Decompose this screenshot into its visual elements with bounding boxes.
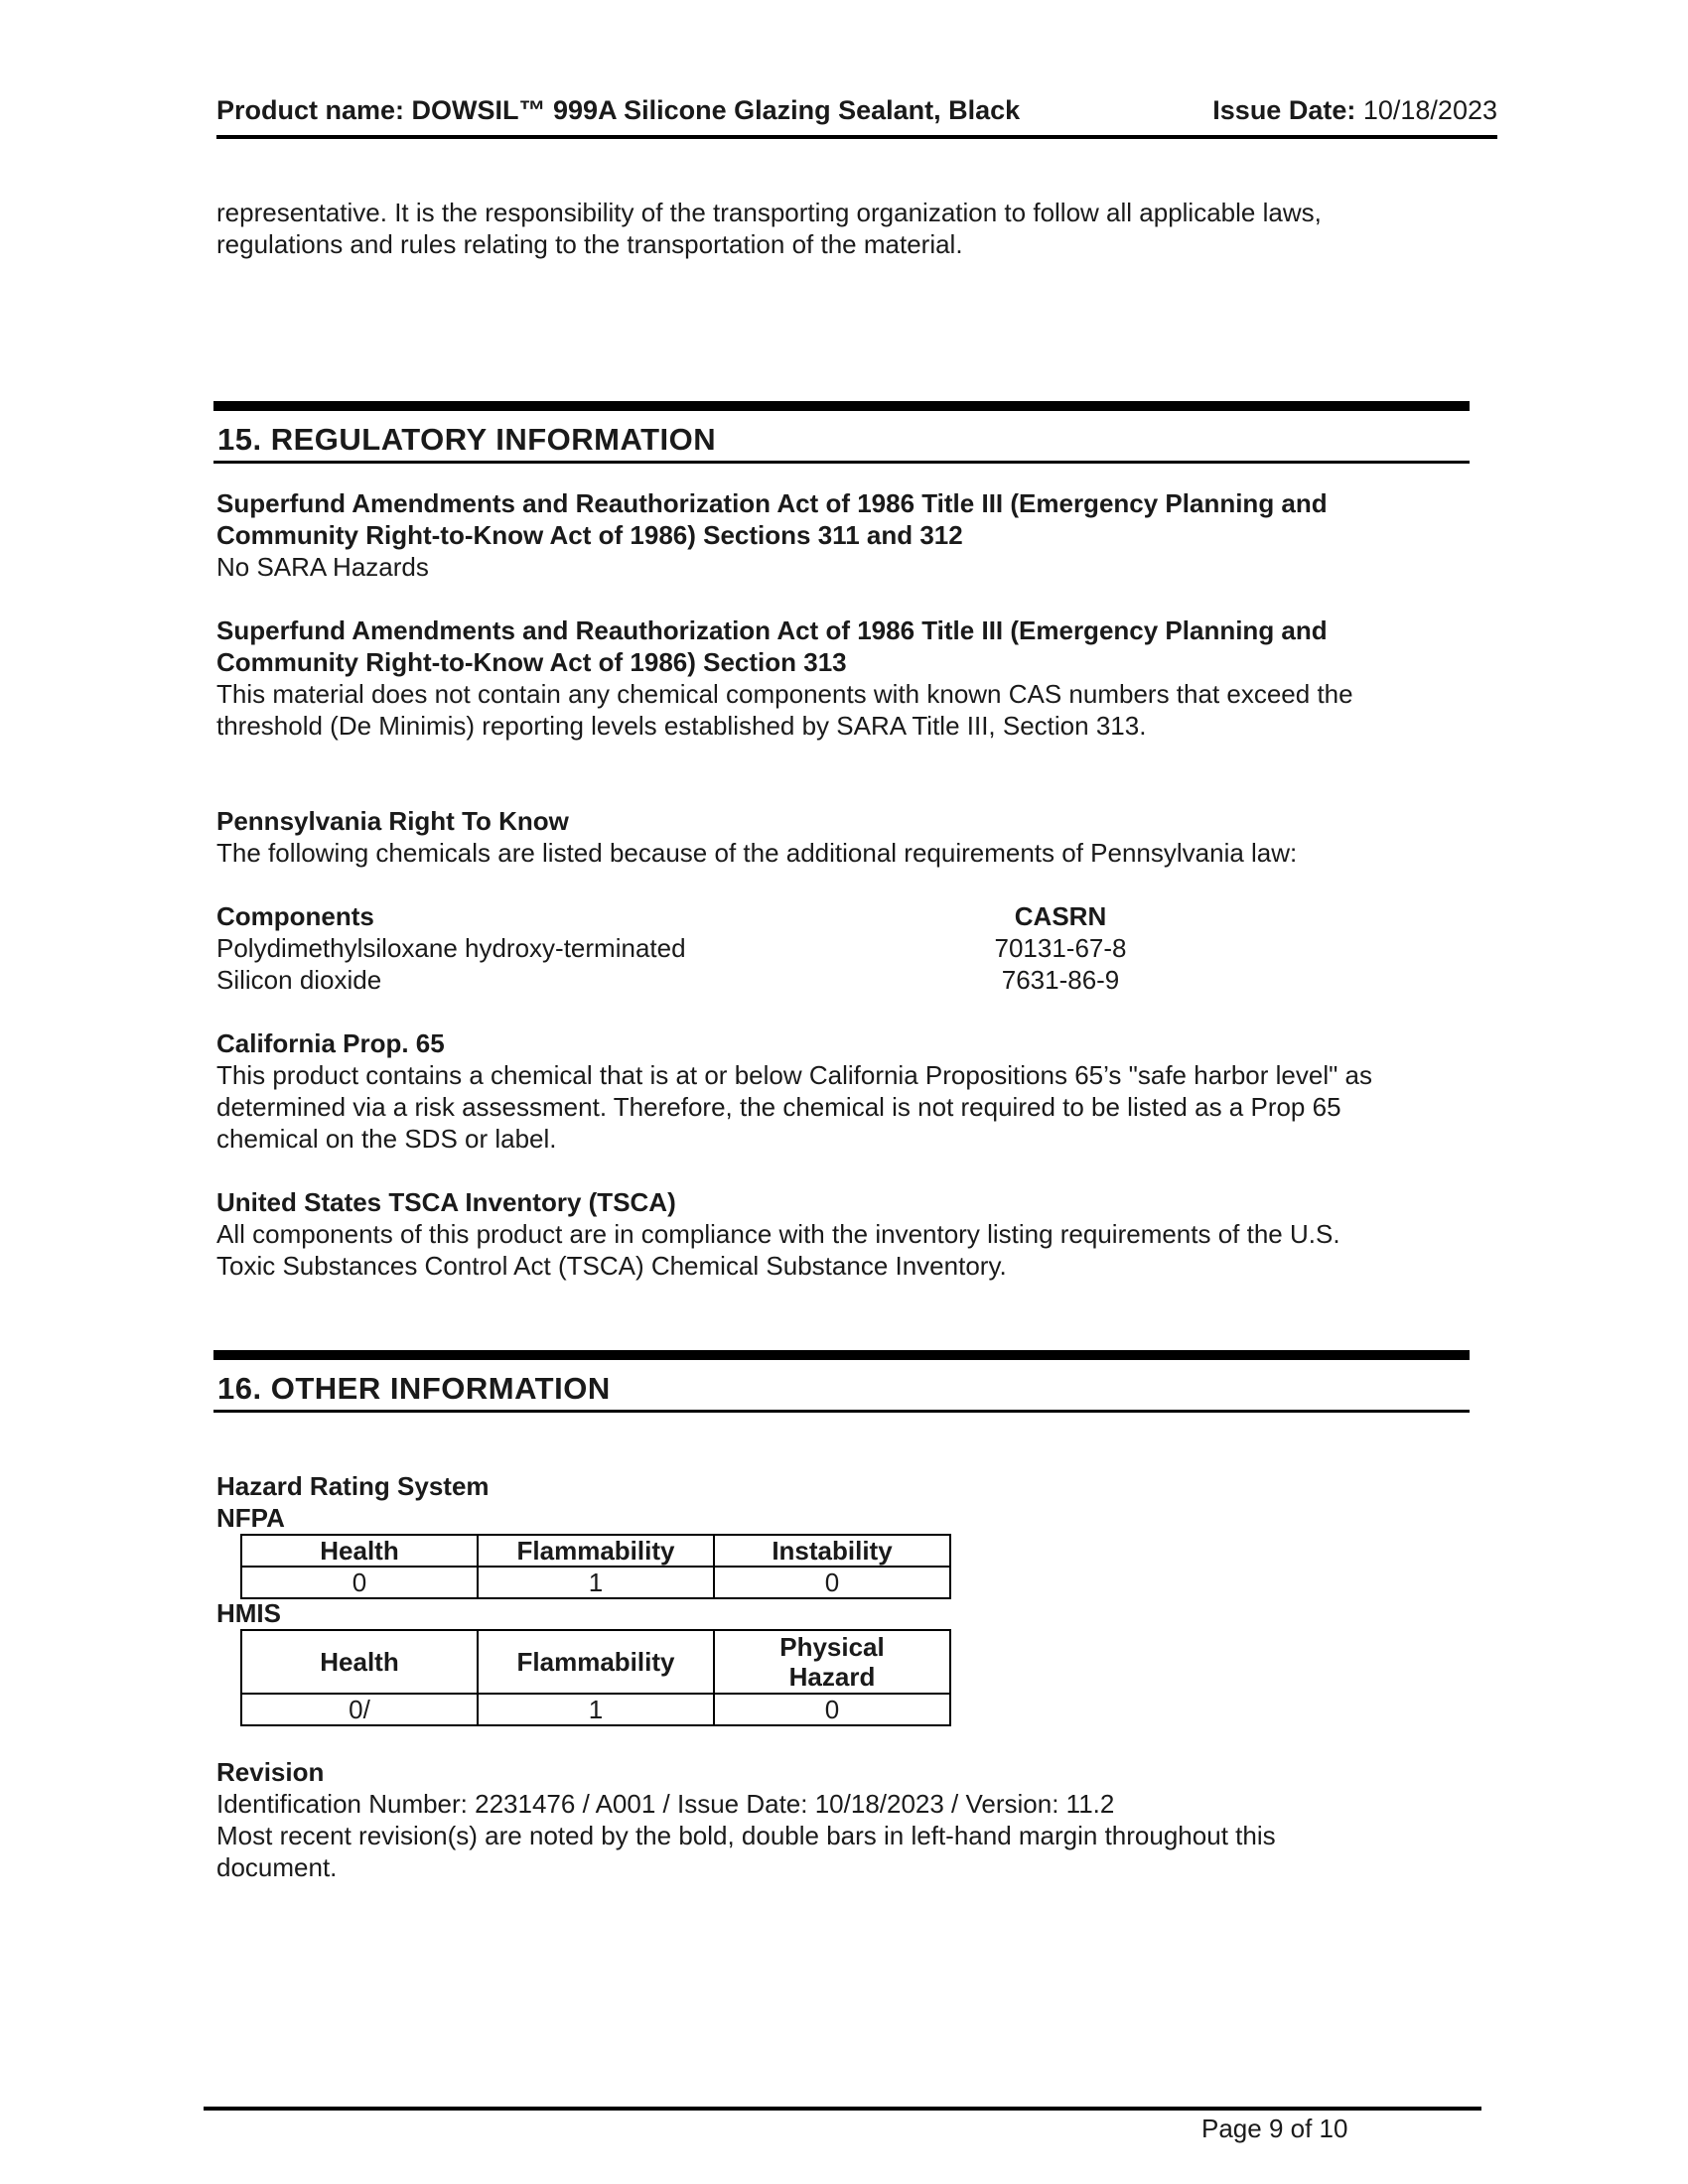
text-line: determined via a risk assessment. Therefore, the chemical is not required to be listed as a Prop 65: [216, 1092, 1341, 1122]
text-line: This product contains a chemical that is at or below California Propositions 65’s "safe harbor level" as: [216, 1060, 1373, 1090]
table-header-row: [241, 1535, 950, 1567]
hazard-rating-heading: Hazard Rating System: [216, 1471, 490, 1501]
nfpa-flammability-value: 1: [478, 1567, 714, 1598]
section-16-header: [213, 1350, 1470, 1413]
table-row: [241, 1567, 950, 1598]
nfpa-flammability-header: Flammability: [478, 1535, 714, 1567]
footer-divider: [204, 2107, 1481, 2111]
text-line: Toxic Substances Control Act (TSCA) Chemical Substance Inventory.: [216, 1251, 1007, 1281]
hmis-table: [240, 1629, 951, 1726]
nfpa-instability-header: Instability: [714, 1535, 950, 1567]
page-number: Page 9 of 10: [1201, 2114, 1348, 2143]
text-line: chemical on the SDS or label.: [216, 1124, 557, 1154]
text-line: All components of this product are in compliance with the inventory listing requirements of the U.S.: [216, 1219, 1340, 1249]
text-line: document.: [216, 1852, 338, 1882]
pennsylvania-block: [216, 805, 1468, 869]
nfpa-instability-value: 0: [714, 1567, 950, 1598]
text-line: threshold (De Minimis) reporting levels established by SARA Title III, Section 313.: [216, 711, 1147, 741]
table-row: Silicon dioxide 7631-86-9: [216, 965, 1120, 995]
nfpa-label: NFPA: [216, 1503, 285, 1533]
text-line: representative. It is the responsibility of the transporting organization to follow all applicable laws,: [216, 198, 1322, 227]
section-16-title: 16. OTHER INFORMATION: [217, 1371, 611, 1406]
issue-date: [1212, 95, 1497, 126]
table-row: [241, 1694, 950, 1725]
sara-311-312-block: [216, 487, 1468, 583]
nfpa-health-value: 0: [241, 1567, 478, 1598]
hmis-physical-hazard-header: [714, 1630, 950, 1694]
revision-block: [216, 1756, 1468, 1883]
tsca-heading: United States TSCA Inventory (TSCA): [216, 1187, 676, 1217]
text-line: This material does not contain any chemical components with known CAS numbers that exceed the: [216, 679, 1353, 709]
revision-heading: Revision: [216, 1757, 325, 1787]
sara-311-heading: Superfund Amendments and Reauthorization Act of 1986 Title III (Emergency Planning and: [216, 488, 1328, 518]
table-header-row: Components CASRN: [216, 901, 1107, 931]
header-line: Hazard: [788, 1662, 876, 1692]
nfpa-table: [240, 1534, 951, 1599]
header-line: Physical: [779, 1632, 885, 1662]
table-row: Polydimethylsiloxane hydroxy-terminated 70131-67-8: [216, 933, 1127, 963]
sara-311-text: No SARA Hazards: [216, 552, 429, 582]
sara-311-heading: Community Right-to-Know Act of 1986) Sections 311 and 312: [216, 520, 963, 550]
hmis-health-value: 0/: [241, 1694, 478, 1725]
pennsylvania-text: The following chemicals are listed because of the additional requirements of Pennsylvania law:: [216, 838, 1298, 868]
component-name: Polydimethylsiloxane hydroxy-terminated: [216, 933, 686, 963]
issue-date-label: Issue Date:: [1212, 95, 1356, 125]
california-heading: California Prop. 65: [216, 1028, 445, 1058]
text-line: Most recent revision(s) are noted by the bold, double bars in left-hand margin throughout this: [216, 1821, 1276, 1850]
hmis-flammability-value: 1: [478, 1694, 714, 1725]
tsca-block: [216, 1186, 1468, 1282]
hmis-flammability-header: Flammability: [478, 1630, 714, 1694]
section-15-header: [213, 401, 1470, 464]
transport-paragraph: [216, 197, 1468, 260]
component-name: Silicon dioxide: [216, 965, 382, 995]
text-line: regulations and rules relating to the transportation of the material.: [216, 229, 963, 259]
pennsylvania-heading: Pennsylvania Right To Know: [216, 806, 569, 836]
sara-313-block: [216, 614, 1468, 742]
hmis-health-header: Health: [241, 1630, 478, 1694]
text-line: Identification Number: 2231476 / A001 / Issue Date: 10/18/2023 / Version: 11.2: [216, 1789, 1115, 1819]
issue-date-value: 10/18/2023: [1362, 95, 1497, 125]
components-col-header: Components: [216, 901, 374, 931]
sara-313-heading: Superfund Amendments and Reauthorization Act of 1986 Title III (Emergency Planning and: [216, 615, 1328, 645]
hmis-label: HMIS: [216, 1598, 281, 1628]
page-header: [216, 95, 1497, 139]
components-table: [216, 900, 1209, 996]
california-block: [216, 1027, 1468, 1155]
section-15-title: 15. REGULATORY INFORMATION: [217, 422, 717, 457]
hmis-physical-hazard-value: 0: [714, 1694, 950, 1725]
nfpa-health-header: Health: [241, 1535, 478, 1567]
sara-313-heading: Community Right-to-Know Act of 1986) Section 313: [216, 647, 847, 677]
table-header-row: [241, 1630, 950, 1694]
product-name: Product name: DOWSIL™ 999A Silicone Glazing Sealant, Black: [216, 95, 1021, 125]
